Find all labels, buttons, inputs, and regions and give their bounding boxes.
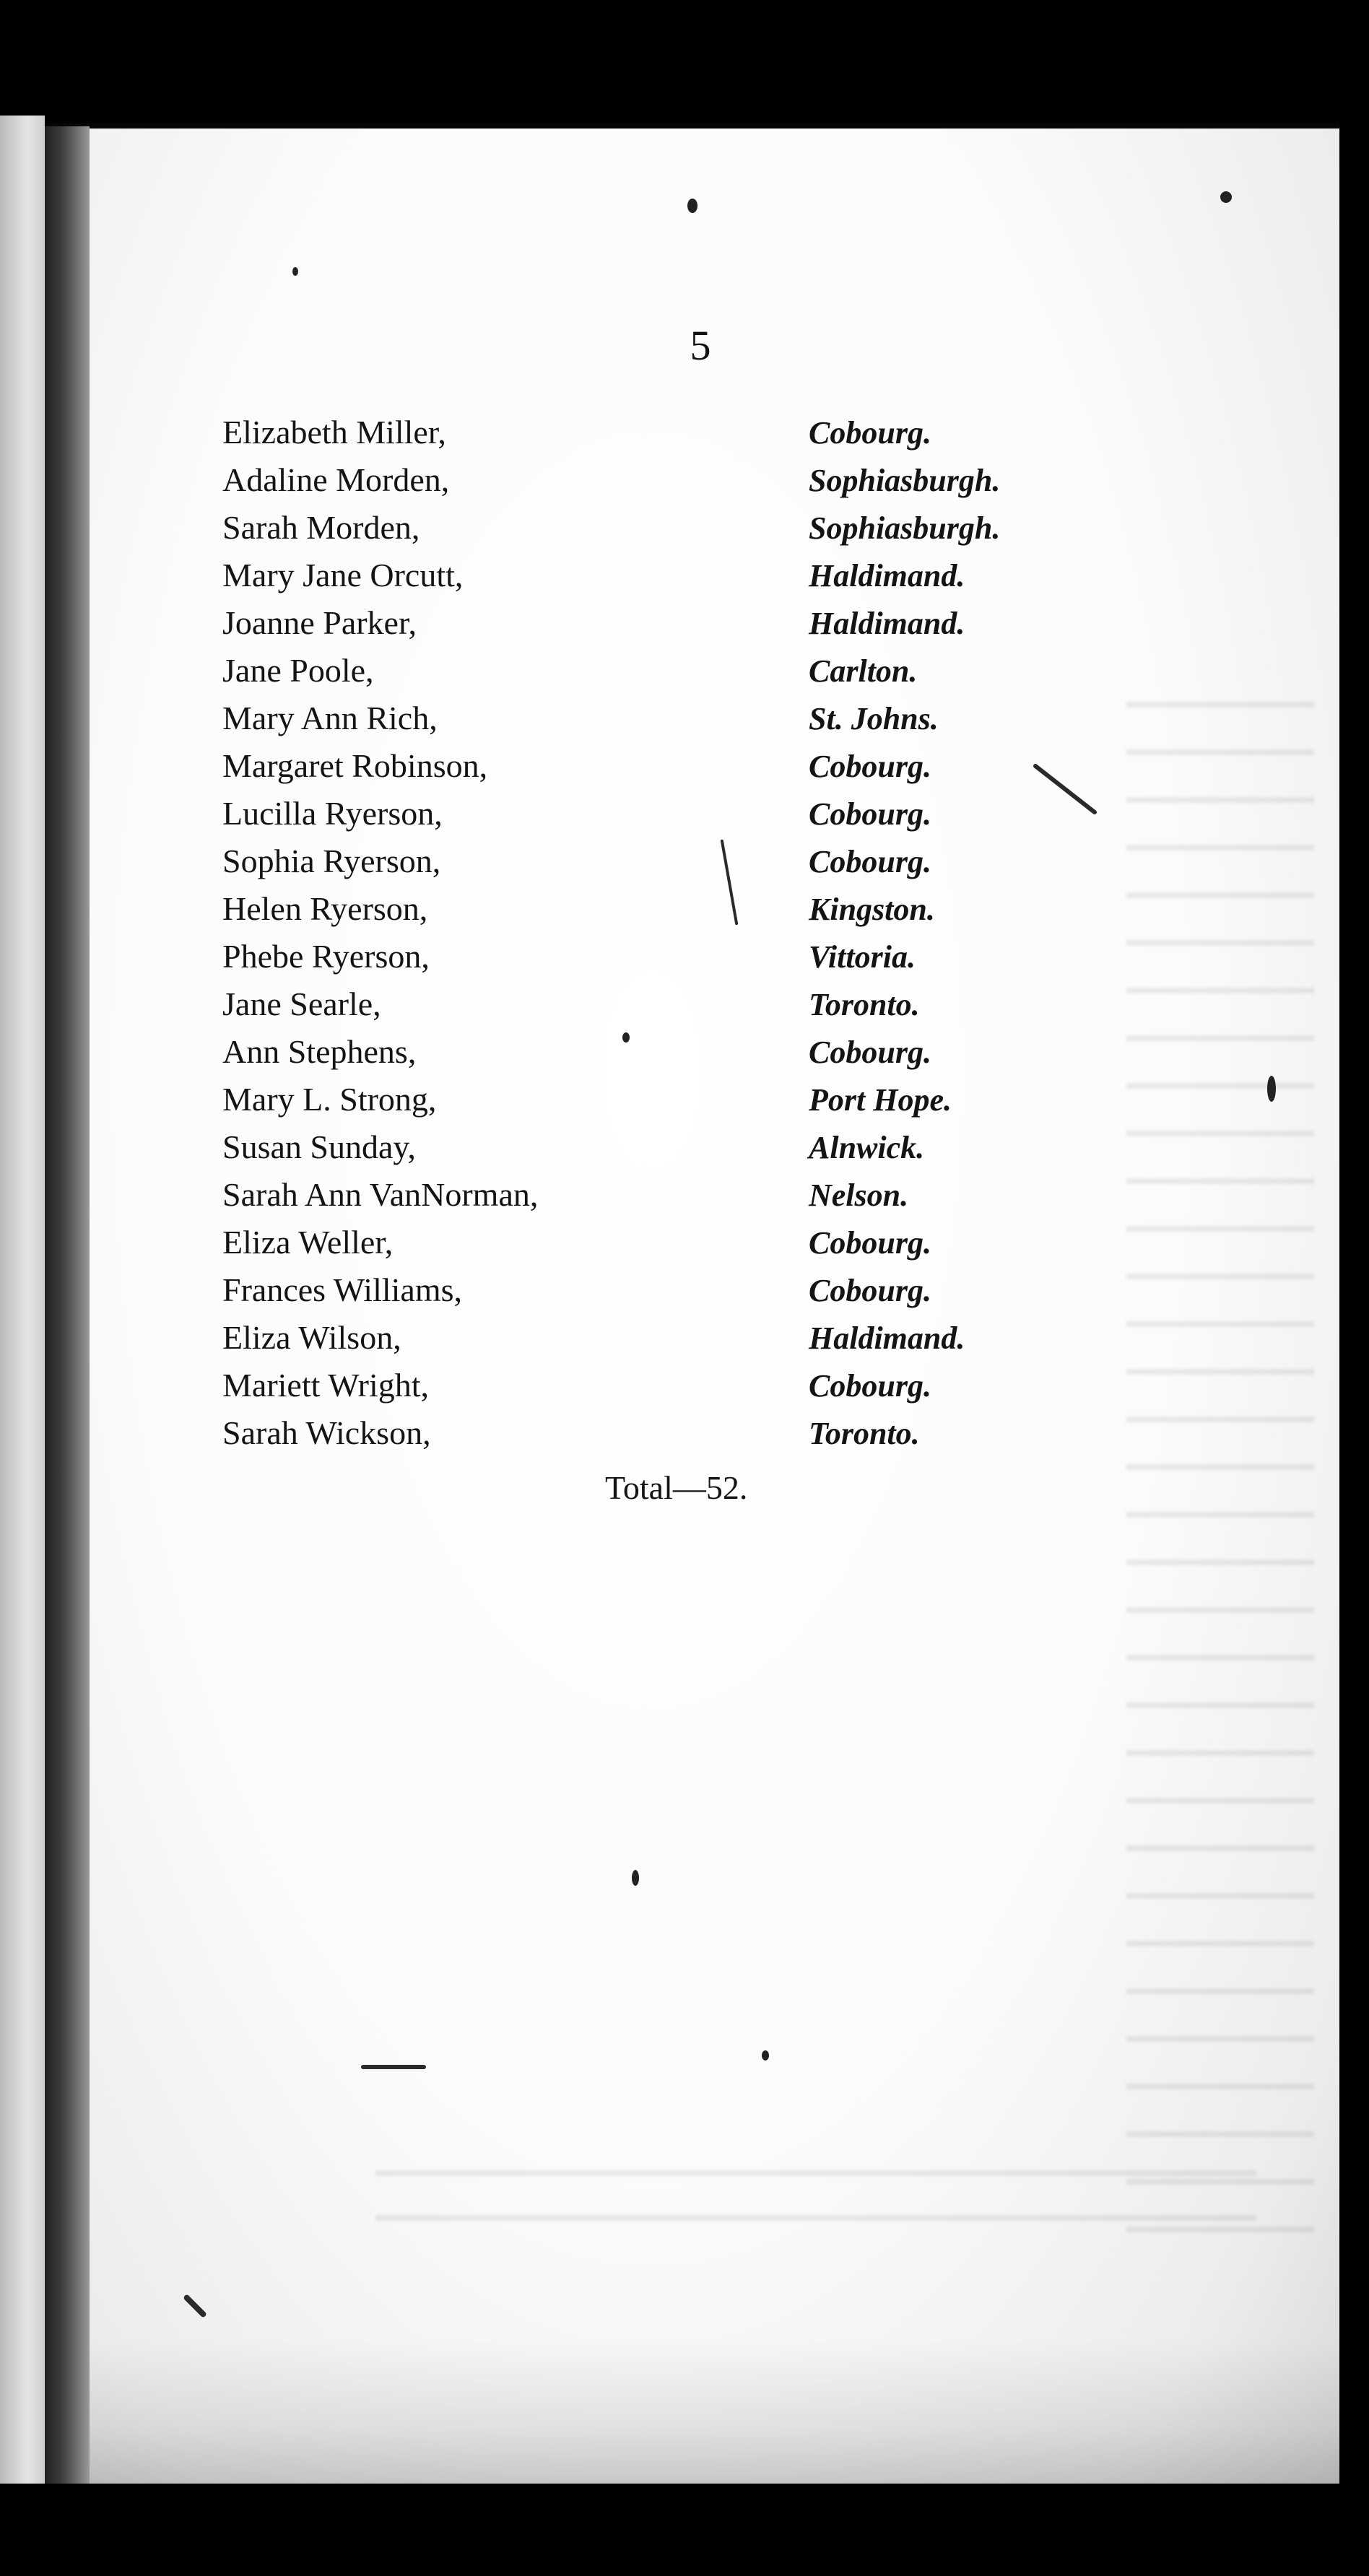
entry-name: Margaret Robinson, — [222, 747, 488, 784]
list-item — [222, 747, 1060, 794]
bleed-through-text-bottom — [375, 2137, 1256, 2231]
ink-speck — [1267, 1076, 1276, 1102]
entry-name: Joanne Parker, — [222, 604, 417, 641]
total-count: Total—52. — [605, 1469, 748, 1506]
list-item — [222, 1080, 1060, 1128]
ink-speck — [1220, 191, 1232, 203]
list-item — [222, 1032, 1060, 1080]
entry-name: Sarah Ann VanNorman, — [222, 1176, 539, 1213]
list-item — [222, 842, 1060, 889]
entry-place: Kingston. — [809, 892, 935, 927]
entry-place: Carlton. — [809, 653, 918, 689]
previous-page-edge — [0, 116, 45, 2491]
entry-name: Frances Williams, — [222, 1271, 463, 1308]
list-item — [222, 508, 1060, 556]
entry-name: Elizabeth Miller, — [222, 414, 446, 451]
book-binding-shadow — [45, 126, 90, 2491]
entry-name: Mary Jane Orcutt, — [222, 557, 464, 593]
list-item — [222, 1223, 1060, 1271]
page-number: 5 — [690, 322, 711, 369]
entry-place: Cobourg. — [809, 796, 931, 832]
bleed-through-text — [1126, 664, 1314, 2253]
entry-name: Eliza Weller, — [222, 1224, 394, 1261]
entry-place: Haldimand. — [809, 606, 965, 641]
entry-name: Helen Ryerson, — [222, 890, 428, 927]
entry-place: Nelson. — [809, 1178, 909, 1213]
entry-place: Cobourg. — [809, 1273, 931, 1308]
list-item — [222, 1318, 1060, 1366]
entry-place: Port Hope. — [809, 1082, 952, 1118]
entry-name: Eliza Wilson, — [222, 1319, 401, 1356]
ink-mark — [361, 2065, 426, 2069]
entry-name: Sarah Morden, — [222, 509, 420, 546]
scan-bottom-border — [0, 2484, 1369, 2576]
entry-place: Vittoria. — [809, 939, 916, 975]
entry-place: Cobourg. — [809, 415, 931, 451]
list-item — [222, 1366, 1060, 1414]
entry-place: Cobourg. — [809, 844, 931, 879]
entry-name: Jane Poole, — [222, 652, 374, 689]
list-item — [222, 461, 1060, 508]
entry-place: Haldimand. — [809, 1320, 965, 1356]
entry-place: Cobourg. — [809, 1225, 931, 1261]
list-item — [222, 1271, 1060, 1318]
entry-name: Sarah Wickson, — [222, 1414, 431, 1451]
list-item — [222, 985, 1060, 1032]
list-item — [222, 1128, 1060, 1175]
entry-place: Toronto. — [809, 1416, 920, 1451]
list-item — [222, 413, 1060, 461]
entry-place: Sophiasburgh. — [809, 510, 1001, 546]
list-item — [222, 604, 1060, 651]
entry-place: Cobourg. — [809, 749, 931, 784]
list-item — [222, 556, 1060, 604]
list-item — [222, 1175, 1060, 1223]
list-item — [222, 651, 1060, 699]
page-bottom-shadow — [90, 2339, 1339, 2484]
list-item — [222, 1414, 1060, 1461]
names-list — [222, 413, 1060, 1461]
list-item — [222, 889, 1060, 937]
entry-name: Lucilla Ryerson, — [222, 795, 443, 832]
ink-speck — [292, 267, 298, 276]
entry-name: Susan Sunday, — [222, 1128, 416, 1165]
entry-name: Jane Searle, — [222, 985, 381, 1022]
ink-speck — [687, 199, 697, 213]
list-item — [222, 794, 1060, 842]
entry-name: Ann Stephens, — [222, 1033, 417, 1070]
entry-place: Cobourg. — [809, 1368, 931, 1404]
entry-place: Cobourg. — [809, 1035, 931, 1070]
ink-speck — [632, 1870, 639, 1886]
scan-right-border — [1339, 0, 1369, 2576]
entry-place: Sophiasburgh. — [809, 463, 1001, 498]
scan-top-border — [0, 0, 1369, 123]
entry-name: Mary Ann Rich, — [222, 700, 438, 736]
entry-name: Sophia Ryerson, — [222, 843, 441, 879]
list-item — [222, 699, 1060, 747]
entry-place: St. Johns. — [809, 701, 939, 736]
entry-place: Toronto. — [809, 987, 920, 1022]
ink-speck — [762, 2050, 769, 2061]
list-item — [222, 937, 1060, 985]
entry-name: Phebe Ryerson, — [222, 938, 430, 975]
entry-place: Alnwick. — [809, 1130, 925, 1165]
entry-name: Mariett Wright, — [222, 1367, 430, 1404]
entry-place: Haldimand. — [809, 558, 965, 593]
entry-name: Mary L. Strong, — [222, 1081, 437, 1118]
entry-name: Adaline Morden, — [222, 461, 450, 498]
